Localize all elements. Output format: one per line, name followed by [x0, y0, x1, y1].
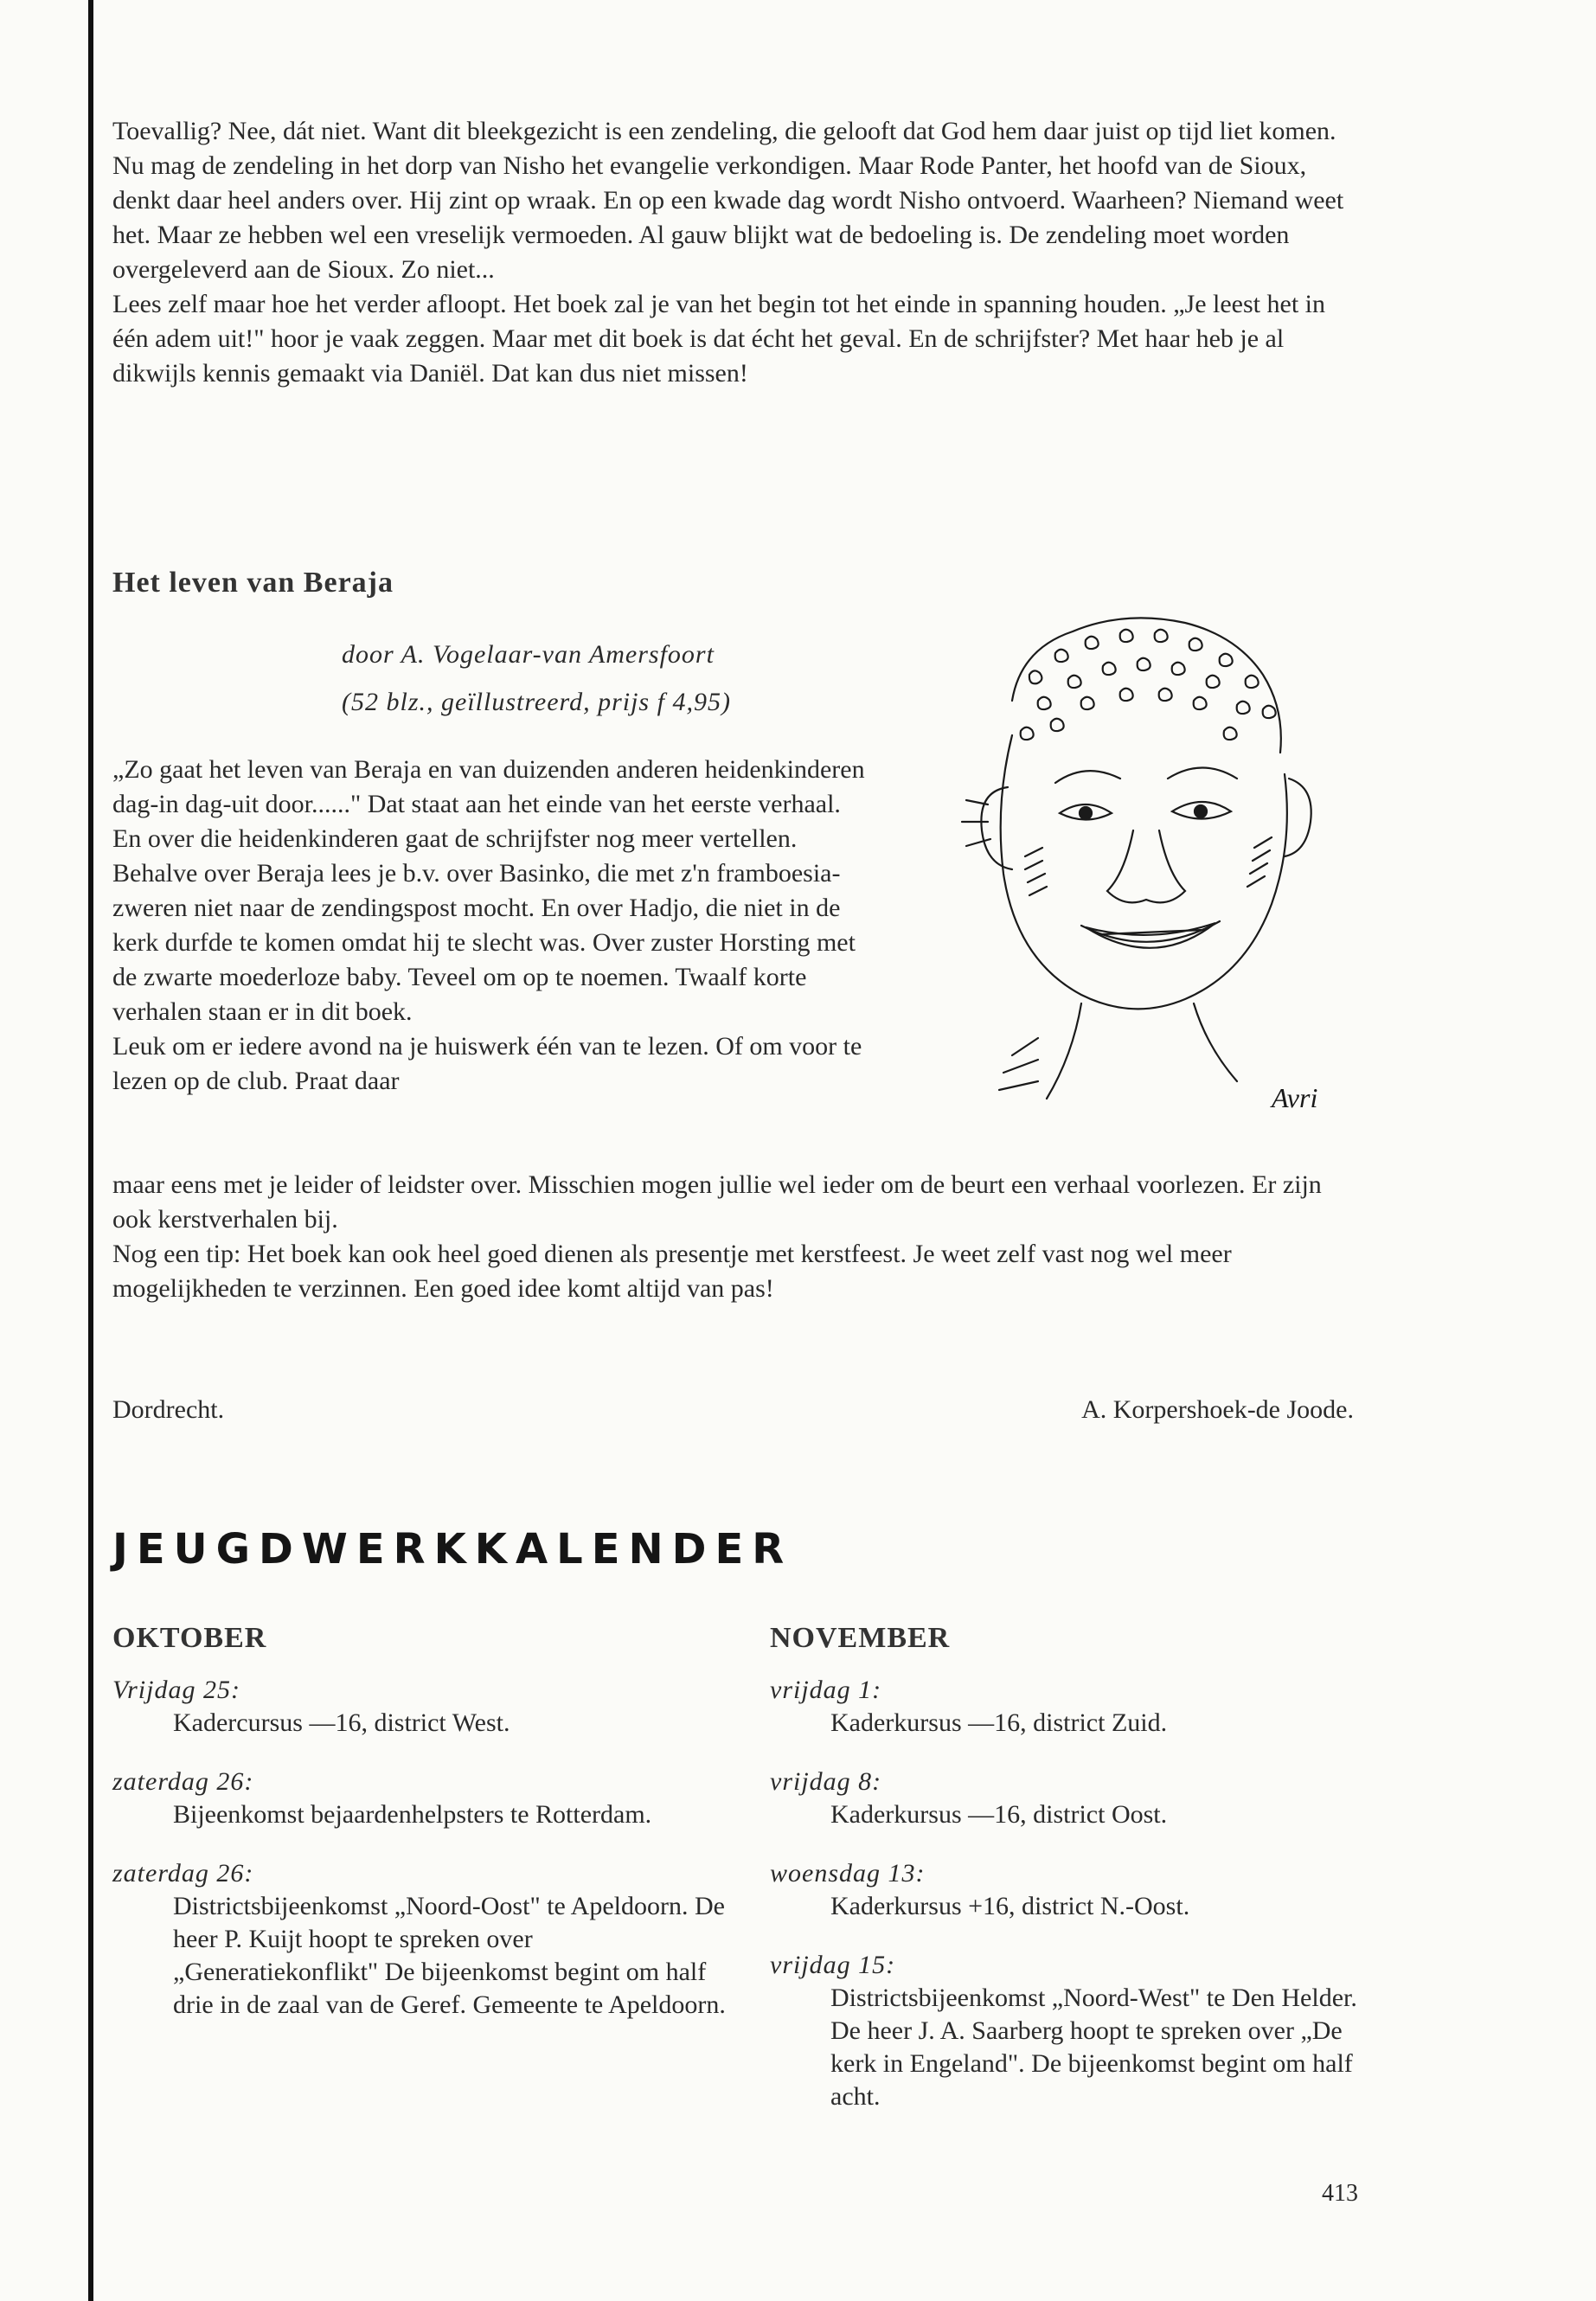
- hair-curls: [1012, 618, 1281, 753]
- intro-paragraph-3: Lees zelf maar hoe het verder afloopt. Het boek zal je van het begin tot het einde in spanning houden. „Je leest het in één adem uit!" hoor je vaak zeggen. Maar met dit boek is dat écht het geval. En de schrijfster? Met haar heb je al dikwijls kennis gemaakt via Daniël. Dat kan dus niet missen!: [112, 290, 1325, 388]
- calendar-entry: [770, 1857, 1367, 1923]
- october-column: [112, 1674, 735, 2048]
- entry-day: vrijdag 15:: [770, 1951, 896, 1979]
- entry-text: Kaderkursus +16, district N.-Oost.: [830, 1892, 1190, 1920]
- review-place: Dordrecht.: [112, 1395, 225, 1424]
- review-full-text: [112, 1168, 1358, 1306]
- binding-edge: [88, 0, 93, 2301]
- calendar-entry: [112, 1766, 735, 1831]
- review-paragraph-1: „Zo gaat het leven van Beraja en van duizenden anderen heidenkinderen dag-in dag-uit door......" Dat staat aan het einde van het eerste verhaal. En over die heidenkinderen gaat de schrijfster nog meer vertellen. Behalve over Beraja lees je b.v. over Basinko, die met z'n framboesia-zweren niet naar de zendingspost mocht. En over Hadjo, die niet in de kerk durfde te komen omdat hij te slecht was. Over zuster Horsting met de zwarte moederloze baby. Teveel om op te noemen. Twaalf korte verhalen staan er in dit boek.: [112, 755, 865, 1026]
- entry-text: Kaderkursus —16, district Zuid.: [830, 1708, 1168, 1737]
- entry-day: vrijdag 8:: [770, 1767, 882, 1796]
- review-details: (52 blz., geïllustreerd, prijs f 4,95): [342, 688, 731, 716]
- entry-text: Bijeenkomst bejaardenhelpsters te Rotterdam.: [173, 1800, 652, 1829]
- calendar-entry: [770, 1949, 1367, 2113]
- review-paragraph-2: Leuk om er iedere avond na je huiswerk één van te lezen. Of om voor te lezen op de club. Praat daar: [112, 1032, 862, 1095]
- review-signature: A. Korpershoek-de Joode.: [1081, 1395, 1354, 1424]
- face-outline: [1001, 735, 1287, 1009]
- calendar-entry: [112, 1857, 735, 2022]
- november-column: [770, 1674, 1367, 2139]
- entry-text: Kadercursus —16, district West.: [173, 1708, 510, 1737]
- review-paragraph-3: maar eens met je leider of leidster over. Misschien mogen jullie wel ieder om de beurt een verhaal voorlezen. Er zijn ook kerstverhalen bij.: [112, 1170, 1322, 1234]
- entry-day: Vrijdag 25:: [112, 1676, 240, 1704]
- review-title: Het leven van Beraja: [112, 567, 394, 599]
- calendar-entry: [770, 1674, 1367, 1740]
- month-november: NOVEMBER: [770, 1622, 951, 1654]
- portrait-illustration: [908, 571, 1375, 1125]
- review-paragraph-4: Nog een tip: Het boek kan ook heel goed dienen als presentje met kerstfeest. Je weet zelf vast nog wel meer mogelijkheden te verzinnen. Een goed idee komt altijd van pas!: [112, 1240, 1232, 1303]
- calendar-entry: [112, 1674, 735, 1740]
- review-column-text: [112, 753, 865, 1099]
- calendar-entry: [770, 1766, 1367, 1831]
- entry-text: Districtsbijeenkomst „Noord-Oost" te Apeldoorn. De heer P. Kuijt hoopt te spreken over „Generatiekonflikt" De bijeenkomst begint om half drie in de zaal van de Geref. Gemeente te Apeldoorn.: [173, 1892, 726, 2019]
- intro-paragraph-2: Nu mag de zendeling in het dorp van Nisho het evangelie verkondigen. Maar Rode Panter, het hoofd van de Sioux, denkt daar heel anders over. Hij zint op wraak. En op een kwade dag wordt Nisho ontvoerd. Waarheen? Niemand weet het. Maar ze hebben wel een vreselijk vermoeden. Al gauw blijkt wat de bedoeling is. De zendeling moet worden overgeleverd aan de Sioux. Zo niet...: [112, 151, 1344, 284]
- entry-text: Districtsbijeenkomst „Noord-West" te Den Helder. De heer J. A. Saarberg hoopt te spreken over „De kerk in Engeland". De bijeenkomst begint om half acht.: [830, 1984, 1357, 2111]
- entry-text: Kaderkursus —16, district Oost.: [830, 1800, 1168, 1829]
- entry-day: zaterdag 26:: [112, 1859, 254, 1888]
- month-october: OKTOBER: [112, 1622, 267, 1654]
- entry-day: vrijdag 1:: [770, 1676, 882, 1704]
- illustration-signature: Avri: [1272, 1082, 1318, 1113]
- page-number: 413: [1322, 2180, 1358, 2207]
- entry-day: zaterdag 26:: [112, 1767, 254, 1796]
- entry-day: woensdag 13:: [770, 1859, 926, 1888]
- intro-text: [112, 114, 1358, 391]
- review-author: door A. Vogelaar-van Amersfoort: [342, 640, 715, 669]
- calendar-title: JEUGDWERKKALENDER: [112, 1525, 793, 1574]
- intro-paragraph-1: Toevallig? Nee, dát niet. Want dit bleekgezicht is een zendeling, die gelooft dat God hem daar juist op tijd liet komen.: [112, 117, 1336, 145]
